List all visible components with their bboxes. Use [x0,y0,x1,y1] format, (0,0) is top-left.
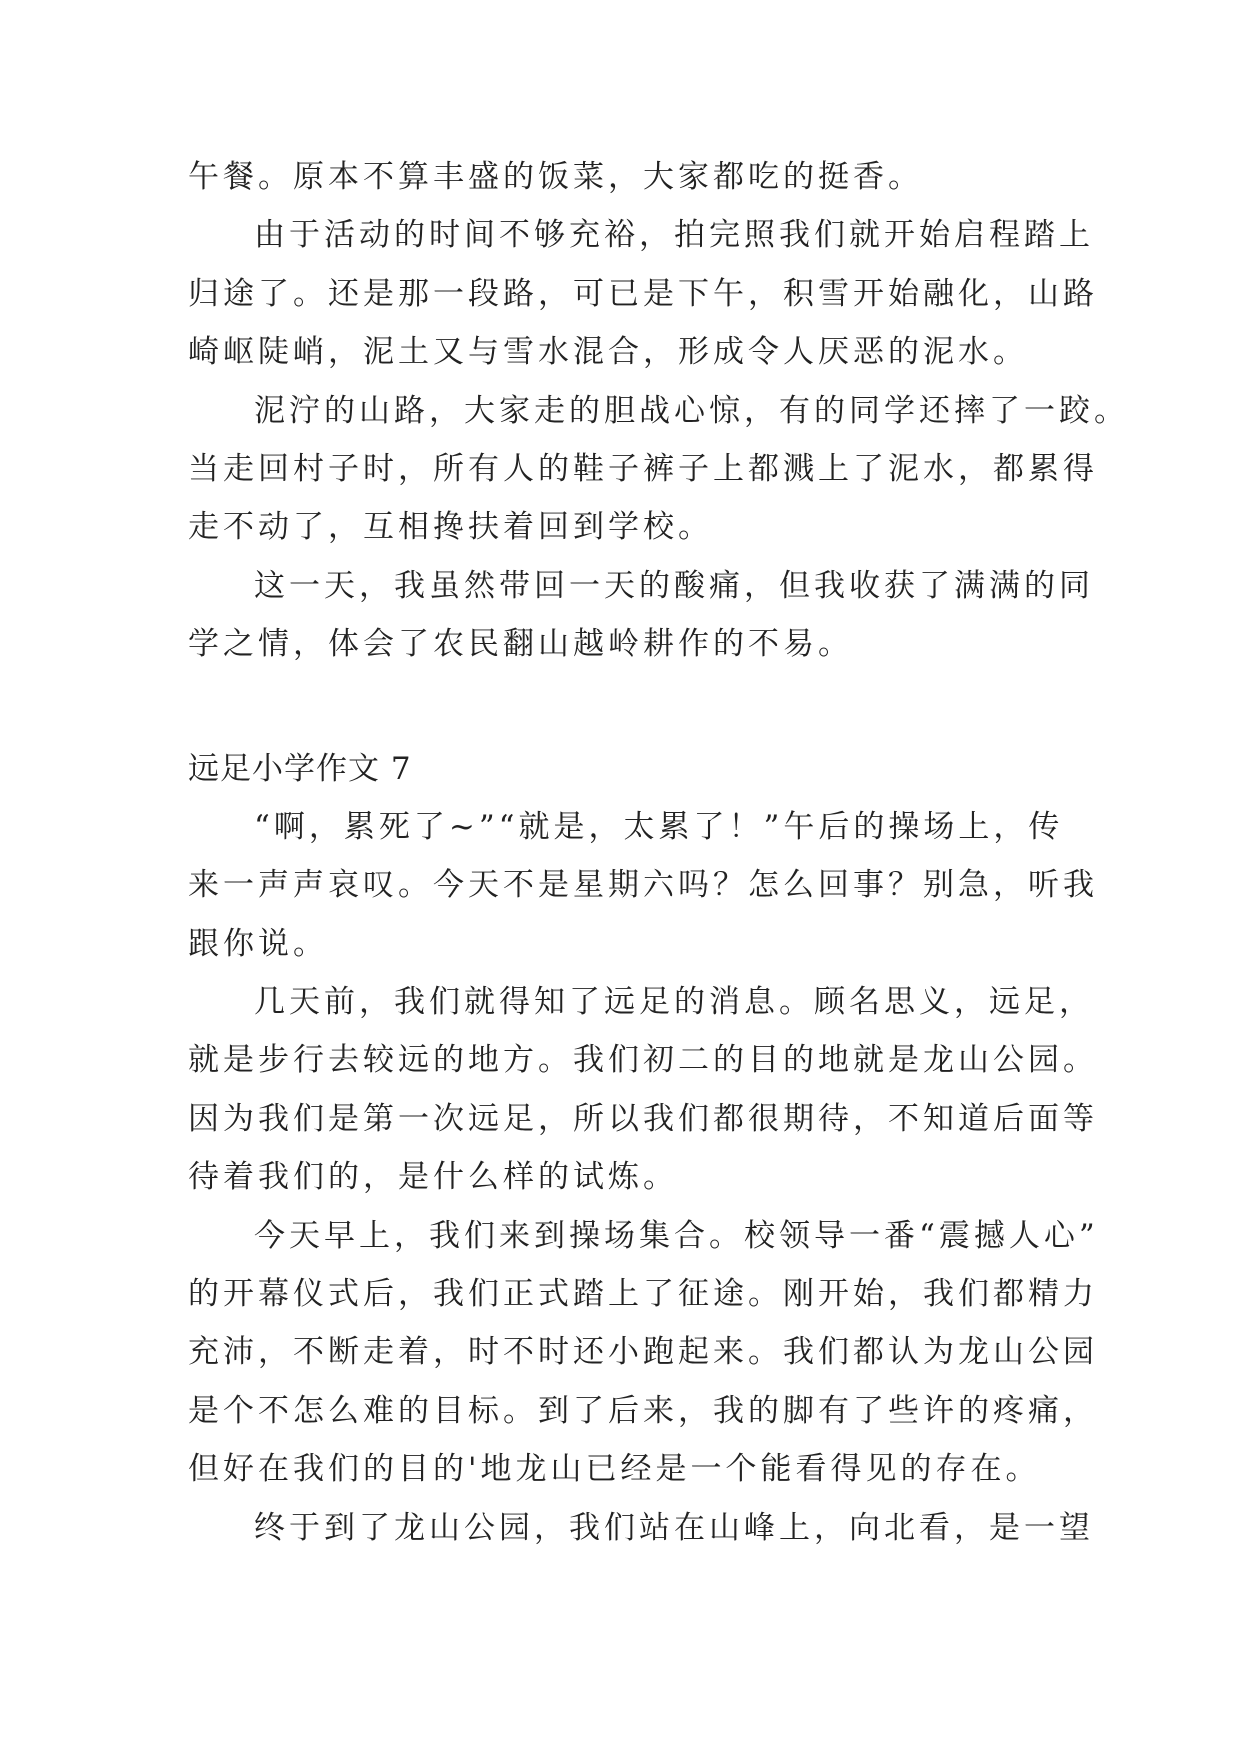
text-line: 就是步行去较远的地方。我们初二的目的地就是龙山公园。 [188,1042,1098,1079]
text-line: 泥泞的山路，大家走的胆战心惊，有的同学还摔了一跤。 [254,392,1129,429]
text-line: 来一声声哀叹。今天不是星期六吗？怎么回事？别急，听我 [188,867,1098,904]
paragraph [188,148,1068,206]
text-line: 当走回村子时，所有人的鞋子裤子上都溅上了泥水，都累得 [188,450,1098,487]
text-line: 但好在我们的目的'地龙山已经是一个能看得见的存在。 [188,1451,1041,1488]
paragraph [188,1499,1094,1557]
paragraph [188,973,1098,1207]
text-line: 由于活动的时间不够充裕，拍完照我们就开始启程踏上 [254,217,1094,254]
paragraph [188,382,1129,557]
text-line: 的开幕仪式后，我们正式踏上了征途。刚开始，我们都精力 [188,1276,1098,1313]
text-line: 充沛，不断走着，时不时还小跑起来。我们都认为龙山公园 [188,1334,1098,1371]
document-body [188,148,1129,1557]
text-line: 终于到了龙山公园，我们站在山峰上，向北看，是一望 [254,1509,1094,1546]
text-line: 归途了。还是那一段路，可已是下午，积雪开始融化，山路 [188,275,1098,312]
paragraph [188,1207,1099,1499]
text-line: 崎岖陡峭，泥土又与雪水混合，形成令人厌恶的泥水。 [188,334,1028,371]
paragraph [188,206,1098,381]
text-line: 因为我们是第一次远足，所以我们都很期待，不知道后面等 [188,1100,1098,1137]
text-line: 今天早上，我们来到操场集合。校领导一番“震撼人心” [254,1217,1099,1254]
text-line: “啊，累死了~”“就是，太累了！”午后的操场上，传 [254,808,1064,845]
text-line: 这一天，我虽然带回一天的酸痛，但我收获了满满的同 [254,567,1094,604]
section-gap [188,674,1068,740]
text-line: 是个不怎么难的目标。到了后来，我的脚有了些许的疼痛， [188,1392,1098,1429]
text-line: 学之情，体会了农民翻山越岭耕作的不易。 [188,626,853,663]
text-line: 走不动了，互相搀扶着回到学校。 [188,509,713,546]
paragraph [188,798,1098,973]
text-line: 午餐。原本不算丰盛的饭菜，大家都吃的挺香。 [188,159,923,195]
text-line: 待着我们的，是什么样的试炼。 [188,1159,678,1196]
text-line: 跟你说。 [188,925,328,962]
text-line: 几天前，我们就得知了远足的消息。顾名思义，远足， [254,984,1094,1021]
paragraph [188,557,1094,674]
section-title: 远足小学作文 7 [188,750,412,787]
